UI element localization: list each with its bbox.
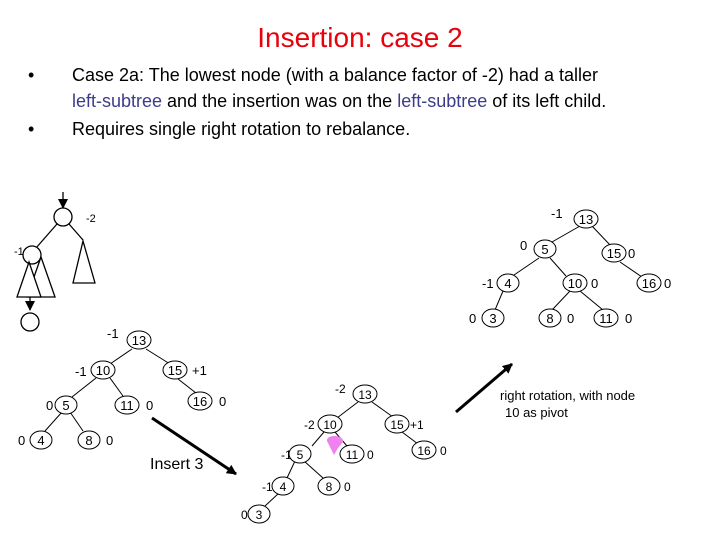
- node-10-label: 10: [567, 276, 583, 291]
- bf-10: -1: [75, 364, 87, 379]
- node-16-label: 16: [192, 394, 208, 409]
- node-13-label: 13: [578, 212, 594, 227]
- insert-label: Insert 3: [150, 456, 204, 473]
- node-3-label: 3: [489, 311, 497, 326]
- node-5-label: 5: [541, 242, 549, 257]
- node-13-label: 13: [131, 333, 147, 348]
- node-4-label: 4: [37, 433, 45, 448]
- bf-16: 0: [440, 444, 447, 458]
- schematic-node-left: [23, 246, 41, 264]
- bf-10: -2: [304, 418, 315, 432]
- bf-3: 0: [469, 311, 477, 326]
- schematic-top-bf: -2: [86, 213, 96, 225]
- bf-15: +1: [410, 418, 424, 432]
- bf-13: -2: [335, 382, 346, 396]
- schematic-node-inserted: [21, 313, 39, 331]
- schematic-node-top: [54, 208, 72, 226]
- node-5-label: 5: [296, 448, 304, 462]
- bf-8: 0: [344, 480, 351, 494]
- node-11-label: 11: [120, 398, 134, 413]
- node-5-label: 5: [62, 398, 70, 413]
- bullet-marker: •: [28, 119, 35, 139]
- rotation-label-line1: right rotation, with node: [500, 388, 636, 403]
- bf-4: -1: [262, 480, 273, 494]
- tree-after: [469, 206, 671, 327]
- node-16-label: 16: [641, 276, 657, 291]
- bf-15: 0: [628, 246, 636, 261]
- node-11-label: 11: [599, 311, 613, 326]
- bf-11: 0: [146, 398, 154, 413]
- bf-5: 0: [46, 398, 54, 413]
- schematic-child-bf: -1: [14, 246, 24, 258]
- bf-3: 0: [241, 508, 248, 522]
- schematic-subtree-right: [73, 241, 95, 283]
- bullet-text: of its left child.: [487, 91, 607, 111]
- node-8-label: 8: [85, 433, 93, 448]
- node-16-label: 16: [417, 444, 431, 458]
- schematic-diagram: [17, 192, 95, 331]
- node-3-label: 3: [255, 508, 263, 522]
- node-4-label: 4: [279, 480, 287, 494]
- bf-11: 0: [367, 448, 374, 462]
- bf-5: -1: [281, 448, 292, 462]
- bullet-text: Requires single right rotation to rebalance.: [72, 119, 411, 139]
- node-15-label: 15: [390, 418, 404, 432]
- node-10-label: 10: [323, 418, 337, 432]
- schematic-edge: [36, 224, 57, 248]
- node-11-label: 11: [345, 448, 359, 462]
- bullet-text: and the insertion was on the: [162, 91, 398, 111]
- node-8-label: 8: [546, 311, 554, 326]
- bf-16: 0: [219, 394, 227, 409]
- node-15-label: 15: [167, 363, 183, 378]
- bf-4: -1: [482, 276, 494, 291]
- bf-4: 0: [18, 433, 26, 448]
- schematic-edge: [69, 224, 83, 240]
- bullet-text: Case 2a: The lowest node (with a balance factor of -2) had a taller: [72, 65, 598, 85]
- bullet-marker: •: [28, 65, 35, 85]
- highlight-term: left-subtree: [72, 91, 163, 111]
- rotation-label-line2: 10 as pivot: [505, 405, 568, 420]
- bf-13: -1: [107, 326, 119, 341]
- bf-8: 0: [567, 311, 575, 326]
- node-10-label: 10: [95, 363, 111, 378]
- node-8-label: 8: [325, 480, 333, 494]
- bf-15: +1: [192, 363, 207, 378]
- bf-10: 0: [591, 276, 599, 291]
- slide-title: Insertion: case 2: [257, 22, 463, 53]
- bf-8: 0: [106, 433, 114, 448]
- bf-16: 0: [664, 276, 672, 291]
- bf-13: -1: [551, 206, 563, 221]
- tree-before: [18, 326, 226, 449]
- node-13-label: 13: [358, 388, 372, 402]
- node-4-label: 4: [504, 276, 512, 291]
- node-15-label: 15: [606, 246, 622, 261]
- bf-11: 0: [625, 311, 633, 326]
- bf-5: 0: [520, 238, 528, 253]
- highlight-term: left-subtree: [397, 91, 488, 111]
- tree-inserted: [241, 382, 447, 523]
